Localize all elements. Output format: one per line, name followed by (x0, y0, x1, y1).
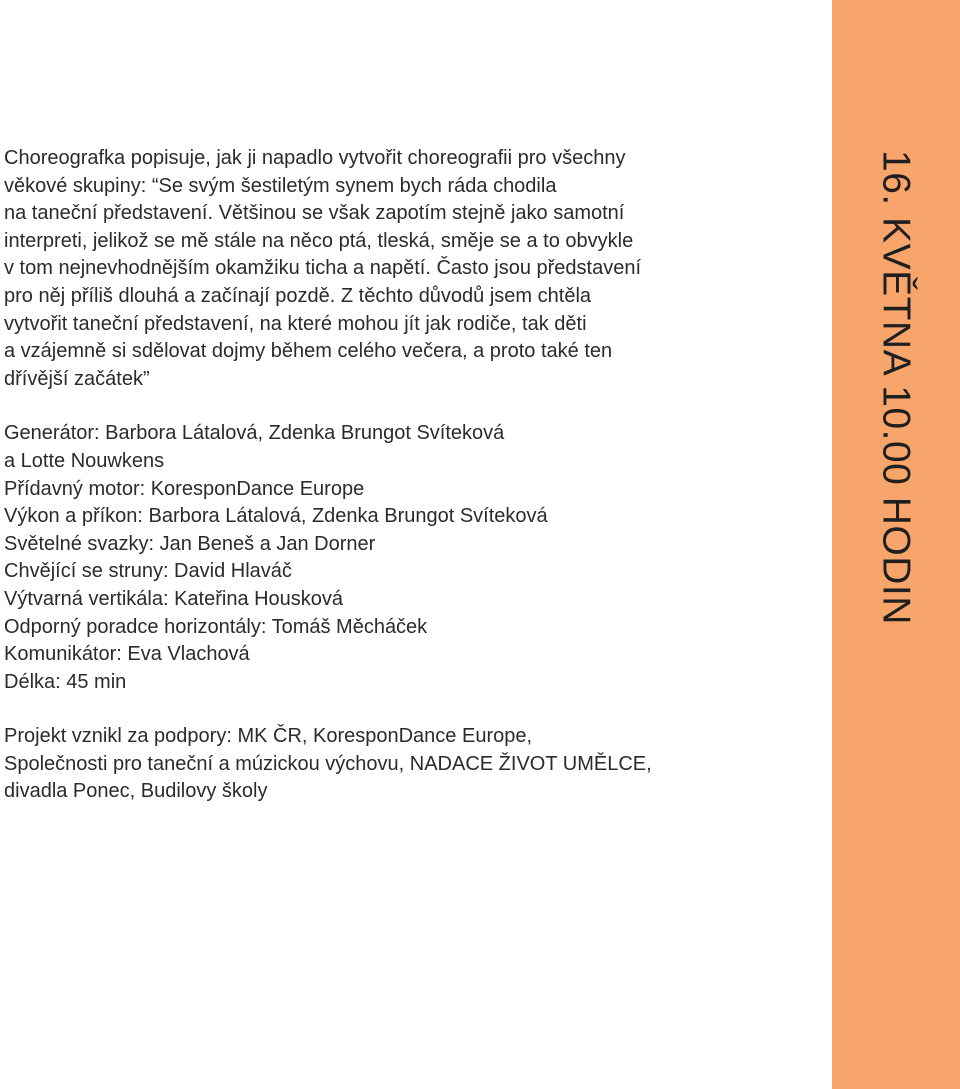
event-date-title: 16. KVĚTNA 10.00 HODIN (874, 150, 918, 625)
credit-line: Odporný poradce horizontály: Tomáš Měcháček (4, 615, 428, 638)
credits-list (4, 420, 819, 696)
credit-line: a Lotte Nouwkens (4, 449, 165, 472)
intro-line: v tom nejnevhodnějším okamžiku ticha a napětí. Často jsou představení (4, 257, 642, 280)
intro-line: interpreti, jelikož se mě stále na něco ptá, tleská, směje se a to obvykle (4, 229, 634, 252)
support-line: Projekt vznikl za podpory: MK ČR, KoresponDance Europe, (4, 725, 533, 748)
credit-line: Světelné svazky: Jan Beneš a Jan Dorner (4, 532, 376, 555)
credit-line: Výtvarná vertikála: Kateřina Housková (4, 587, 344, 610)
credit-line: Chvějící se struny: David Hlaváč (4, 560, 292, 583)
support-paragraph (4, 723, 819, 806)
intro-line: dřívější začátek” (4, 367, 150, 390)
intro-line: na taneční představení. Většinou se však zapotím stejně jako samotní (4, 202, 625, 225)
intro-line: a vzájemně si sdělovat dojmy během celého večera, a proto také ten (4, 340, 613, 363)
main-content (4, 145, 819, 806)
intro-line: Choreografka popisuje, jak ji napadlo vytvořit choreografii pro všechny (4, 147, 626, 169)
intro-line: pro něj příliš dlouhá a začínají pozdě. Z těchto důvodů jsem chtěla (4, 284, 592, 307)
intro-paragraph (4, 145, 819, 393)
support-line: divadla Ponec, Budilovy školy (4, 780, 268, 803)
intro-line: vytvořit taneční představení, na které mohou jít jak rodiče, tak děti (4, 312, 587, 335)
intro-line: věkové skupiny: “Se svým šestiletým synem bych ráda chodila (4, 174, 557, 197)
credit-line: Přídavný motor: KoresponDance Europe (4, 477, 365, 500)
credit-line: Komunikátor: Eva Vlachová (4, 643, 250, 666)
credit-line: Generátor: Barbora Látalová, Zdenka Brungot Svíteková (4, 422, 505, 445)
duration-line: Délka: 45 min (4, 670, 127, 693)
credit-line: Výkon a příkon: Barbora Látalová, Zdenka Brungot Svíteková (4, 505, 548, 528)
support-line: Společnosti pro taneční a múzickou výchovu, NADACE ŽIVOT UMĚLCE, (4, 752, 652, 775)
